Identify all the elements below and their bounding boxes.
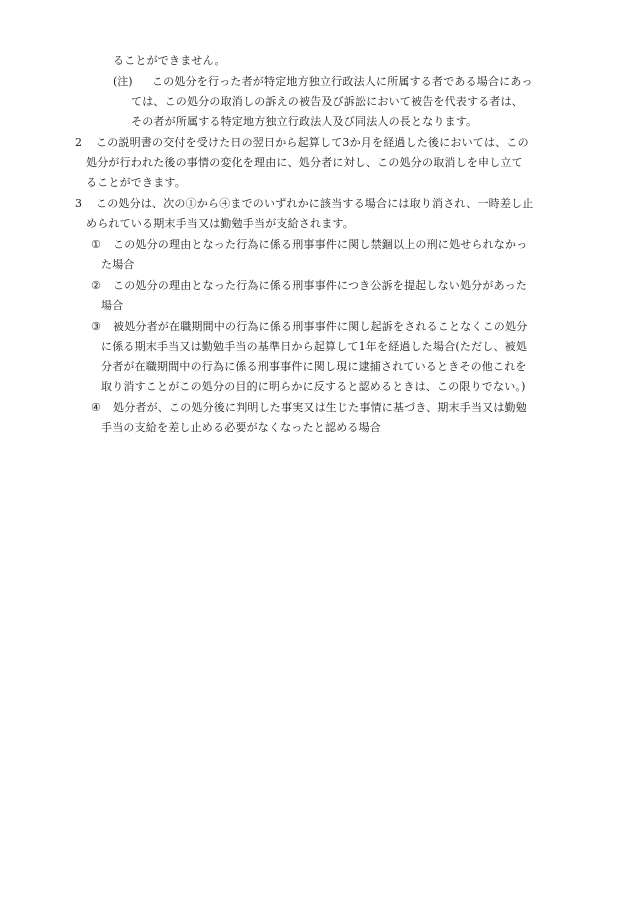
item-line: 処分が行われた後の事情の変化を理由に、処分者に対し、この処分の取消しを申し立て — [86, 156, 523, 169]
item-line: ることができます。 — [86, 176, 186, 189]
subitem-line: 場合 — [101, 299, 124, 312]
item-line: この処分は、次の①から④までのいずれかに該当する場合には取り消され、一時差し止 — [96, 197, 534, 210]
note-line: この処分を行った者が特定地方独立行政法人に所属する者である場合にあっ — [152, 75, 533, 88]
subitem-marker: ② — [91, 279, 101, 292]
note-line: その者が所属する特定地方独立行政法人及び同法人の長となります。 — [131, 115, 478, 128]
subitem-line: 処分者が、この処分後に判明した事実又は生じた事情に基づき、期末手当又は勤勉 — [113, 401, 527, 414]
subitem-line: 分者が在職期間中の行為に係る刑事事件に関し現に逮捕されているときその他これを — [101, 360, 527, 373]
subitem-line: この処分の理由となった行為に係る刑事事件につき公訴を提起しない処分があった — [113, 279, 528, 292]
subitem-marker: ③ — [91, 320, 101, 333]
item-number: 3 — [75, 197, 82, 210]
note-line: ては、この処分の取消しの訴えの被告及び訴訟において被告を代表する者は、 — [131, 95, 523, 108]
subitem-line: た場合 — [101, 258, 135, 271]
subitem-marker: ④ — [91, 401, 101, 414]
subitem-line: 手当の支給を差し止める必要がなくなったと認める場合 — [101, 421, 381, 434]
subitem-line: この処分の理由となった行為に係る刑事事件に関し禁錮以上の刑に処せられなかっ — [113, 238, 528, 251]
continuation-text: ることができません。 — [113, 54, 226, 67]
note-label: (注) — [113, 75, 133, 88]
item-line: この説明書の交付を受けた日の翌日から起算して3か月を経過した後においては、この — [96, 136, 529, 149]
subitem-line: に係る期末手当又は勤勉手当の基準日から起算して1年を経過した場合(ただし、被処 — [101, 340, 528, 353]
subitem-marker: ① — [91, 238, 101, 251]
item-line: められている期末手当又は勤勉手当が支給されます。 — [86, 217, 354, 230]
subitem-line: 被処分者が在職期間中の行為に係る刑事事件に関し起訴をされることなくこの処分 — [113, 320, 528, 333]
subitem-line: 取り消すことがこの処分の目的に明らかに反すると認めるときは、この限りでない。) — [101, 380, 526, 393]
item-number: 2 — [75, 136, 82, 149]
